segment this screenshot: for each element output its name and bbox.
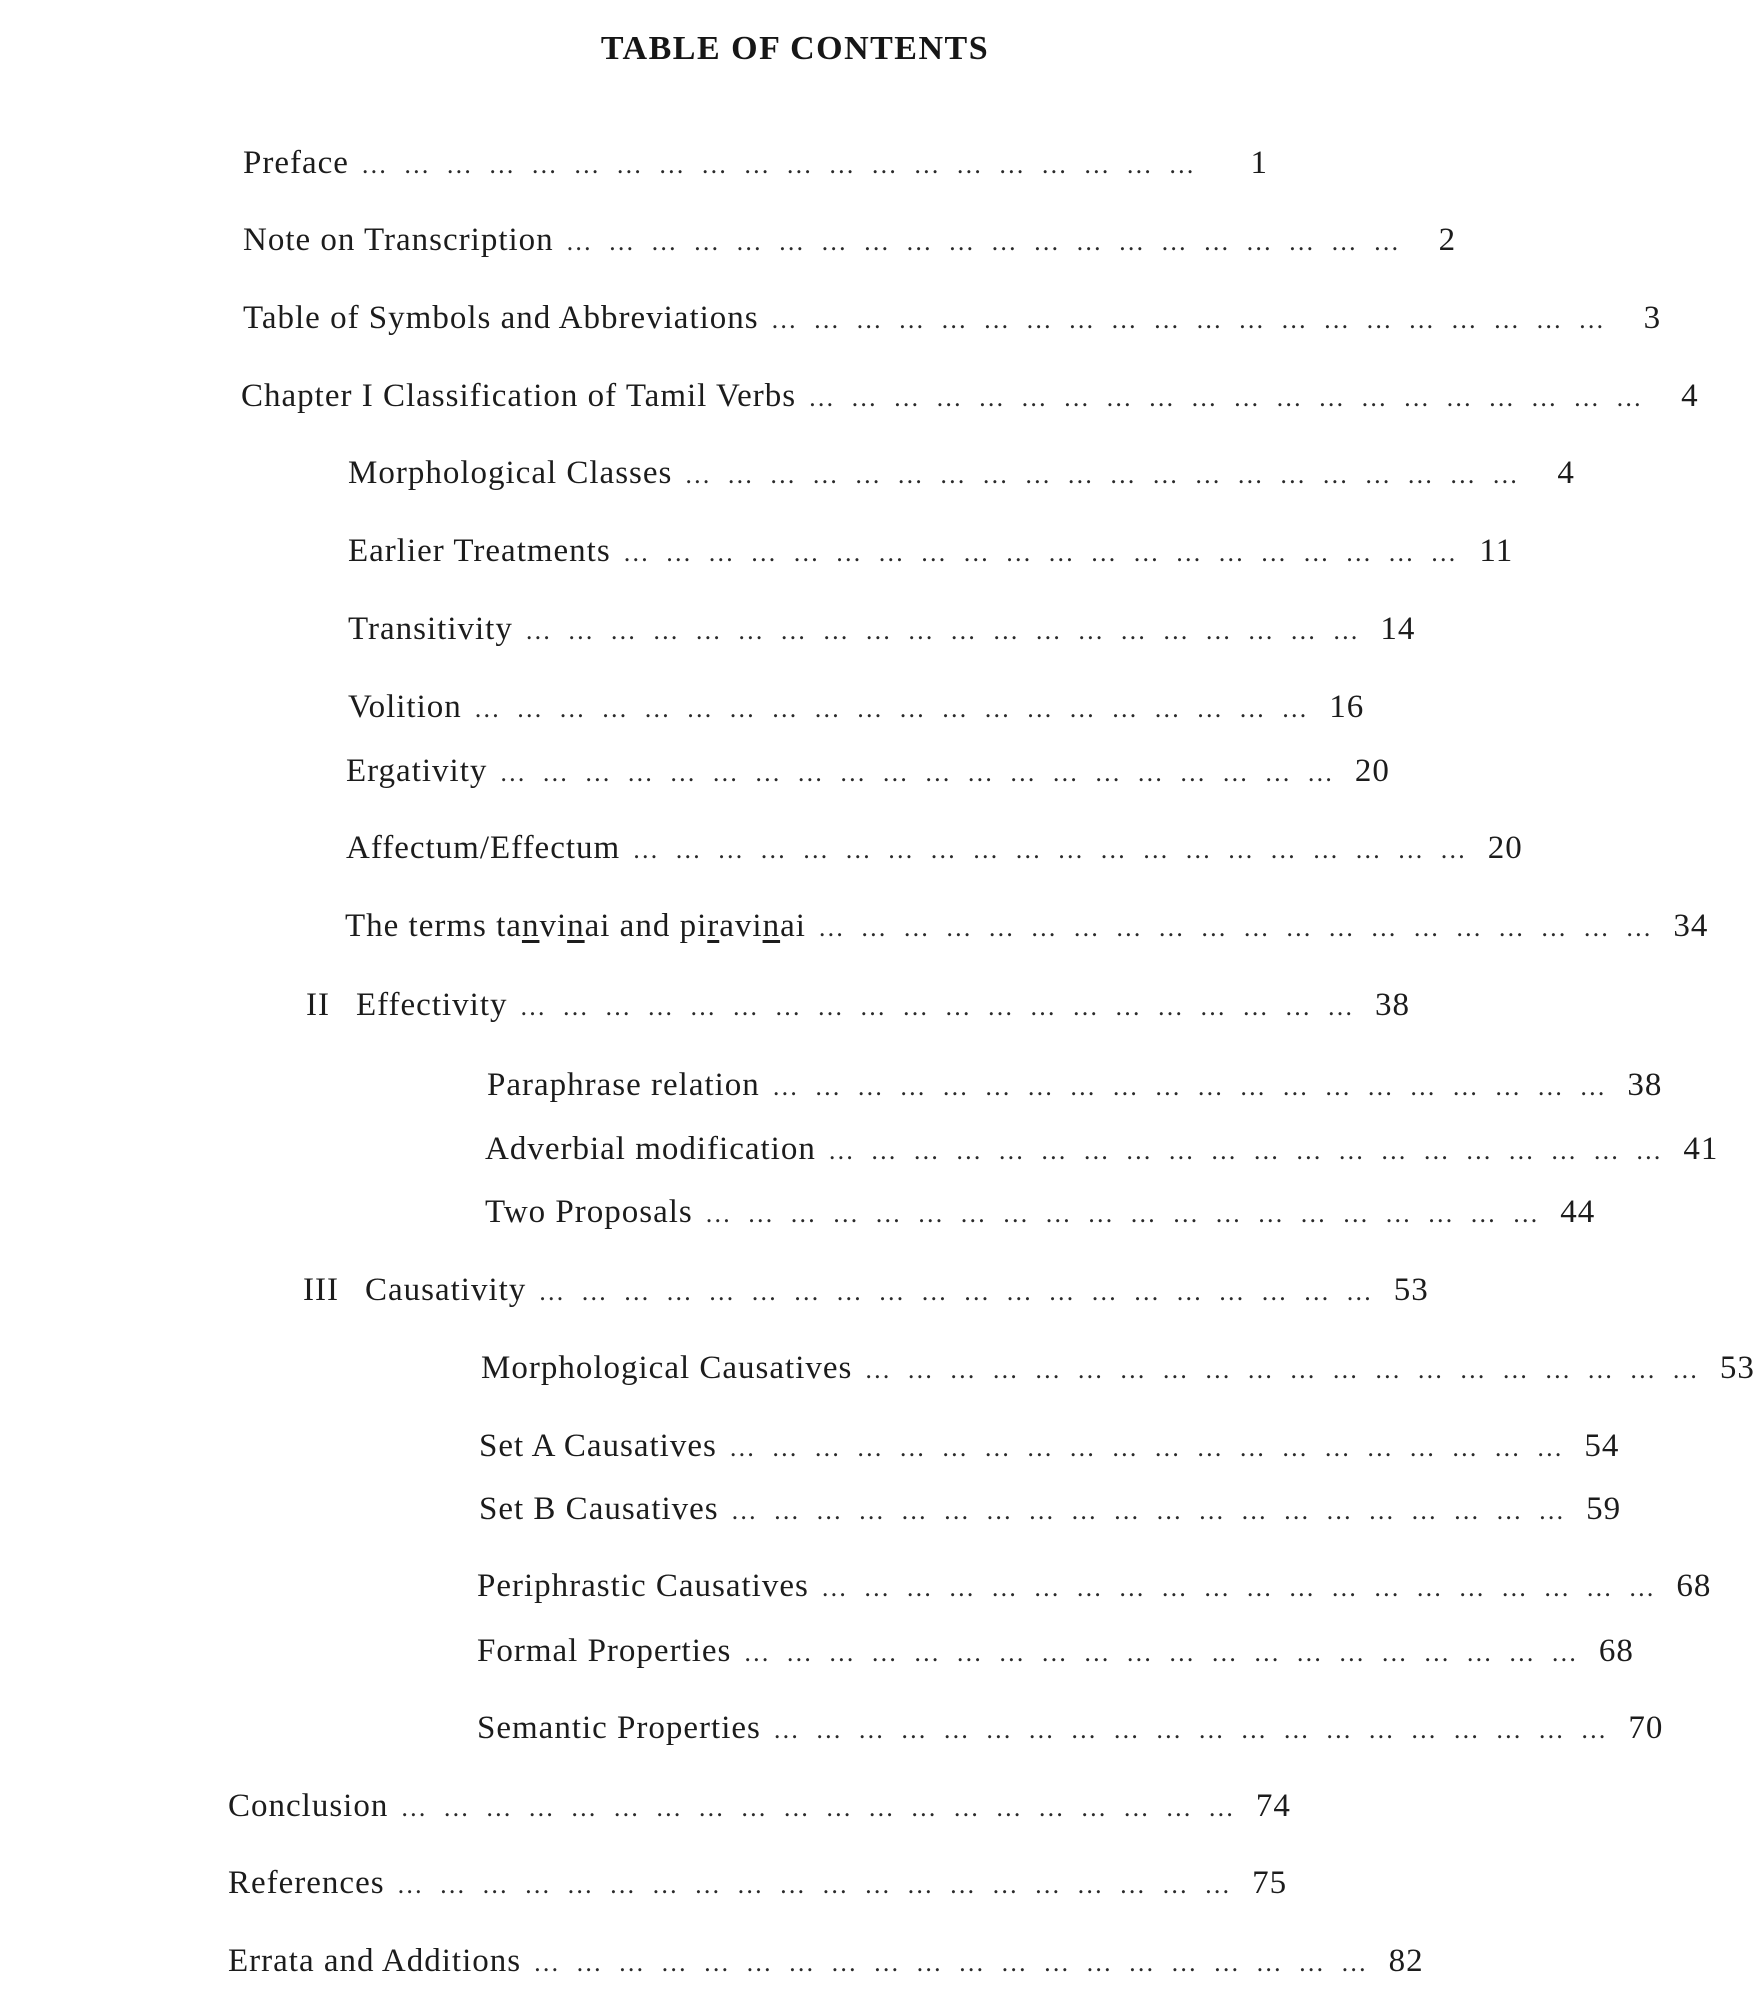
toc-entry-page: 1 (1250, 145, 1268, 181)
dot-leader: … … … … … … … … … … … … … … … … … … … … (499, 758, 1338, 787)
toc-entry-earlier-treatments (348, 533, 1514, 581)
toc-entry-page: 2 (1438, 222, 1457, 258)
label-part: avi (719, 908, 763, 944)
label-part: vi (539, 908, 568, 944)
dot-leader: … … … … … … … … … … … … … … … … … … … … (360, 150, 1200, 179)
label-part: The terms ta (345, 908, 522, 944)
toc-entry-label: Table of Symbols and Abbreviations (243, 300, 759, 336)
label-part: ai and pi (584, 908, 708, 944)
toc-entry-page: 14 (1380, 611, 1416, 647)
toc-entry-label: References (228, 1865, 385, 1901)
underlined-letter: n (521, 908, 540, 944)
toc-entry-errata-and-additions (228, 1943, 1424, 1991)
dot-leader: … … … … … … … … … … … … … … … … … … … … (772, 1715, 1612, 1744)
toc-entry-note-on-transcription (243, 222, 1457, 270)
toc-entry-page: 3 (1643, 300, 1662, 336)
toc-entry-page: 68 (1598, 1633, 1634, 1669)
toc-entry-set-a-causatives (479, 1428, 1620, 1476)
dot-leader: … … … … … … … … … … … … … … … … … … … … (519, 992, 1358, 1021)
toc-entry-morphological-causatives (481, 1350, 1755, 1398)
toc-entry-page: 68 (1676, 1568, 1712, 1604)
toc-entry-ergativity (346, 753, 1390, 801)
dot-leader: … … … … … … … … … … … … … … … … … … … … (704, 1199, 1544, 1228)
underlined-letter: n (762, 908, 781, 944)
toc-entry-page: 41 (1683, 1131, 1719, 1167)
toc-entry-page: 20 (1487, 830, 1523, 866)
toc-entry-adverbial-modification (485, 1131, 1719, 1179)
underlined-letter: n (567, 908, 585, 944)
toc-entry-label: Errata and Additions (228, 1943, 522, 1979)
dot-leader: … … … … … … … … … … … … … … … … … … … … (743, 1638, 1582, 1667)
dot-leader: … … … … … … … … … … … … … … … … … … … … (533, 1948, 1372, 1977)
toc-entry-semantic-properties (477, 1710, 1664, 1758)
dot-leader: … … … … … … … … … … … … … … … … … … … … (817, 913, 1657, 942)
toc-entry-label: Semantic Properties (477, 1710, 761, 1746)
dot-leader: … … … … … … … … … … … … … … … … … … … … (538, 1277, 1377, 1306)
dot-leader: … … … … … … … … … … … … … … … … … … … … (473, 694, 1313, 723)
dot-leader: … … … … … … … … … … … … … … … … … … … … (565, 227, 1405, 256)
toc-entry-label: Causativity (364, 1272, 527, 1308)
dot-leader: … … … … … … … … … … … … … … … … … … … … (820, 1573, 1660, 1602)
toc-entry-label: Morphological Classes (348, 455, 673, 491)
toc-entry-page: 82 (1388, 1943, 1424, 1979)
dot-leader: … … … … … … … … … … … … … … … … … … … … (632, 835, 1471, 864)
toc-entry-label: Morphological Causatives (481, 1350, 853, 1386)
dot-leader: … … … … … … … … … … … … … … … … … … … … (400, 1793, 1239, 1822)
toc-entry-label: Transitivity (348, 611, 513, 647)
toc-entry-page: 11 (1479, 533, 1514, 569)
toc-entry-label: Set B Causatives (479, 1491, 719, 1527)
dot-leader: … … … … … … … … … … … … … … … … … … … … (770, 305, 1610, 334)
toc-entry-preface (243, 145, 1268, 193)
toc-entry-label: Affectum/Effectum (346, 830, 621, 866)
label-part: ai (780, 908, 806, 944)
toc-entry-page: 53 (1393, 1272, 1429, 1308)
toc-entry-page: 38 (1375, 987, 1410, 1023)
toc-entry-page: 38 (1627, 1067, 1663, 1103)
dot-leader: … … … … … … … … … … … … … … … … … … … … (524, 616, 1364, 645)
toc-entry-page: 4 (1557, 455, 1575, 491)
toc-entry-label: Preface (243, 145, 349, 181)
dot-leader: … … … … … … … … … … … … … … … … … … … … (771, 1072, 1611, 1101)
toc-entry-page: 59 (1586, 1491, 1622, 1527)
toc-entry-label: Adverbial modification (485, 1131, 816, 1167)
toc-entry-page: 34 (1673, 908, 1709, 944)
toc-entry-page: 4 (1681, 378, 1699, 414)
chapter-number: III (303, 1272, 339, 1308)
dot-leader: … … … … … … … … … … … … … … … … … … … … (808, 383, 1647, 412)
toc-entry-label: Conclusion (228, 1788, 389, 1824)
toc-entry-label: Volition (348, 689, 462, 725)
toc-entry-set-b-causatives (479, 1491, 1622, 1539)
toc-entry-chapter-2 (306, 987, 1410, 1035)
toc-entry-label (345, 908, 806, 945)
toc-entry-label: Chapter I Classification of Tamil Verbs (241, 378, 797, 414)
toc-entry-two-proposals (485, 1194, 1596, 1242)
chapter-number: II (306, 987, 330, 1023)
toc-entry-volition (348, 689, 1365, 737)
dot-leader: … … … … … … … … … … … … … … … … … … … … (864, 1355, 1703, 1384)
toc-entry-page: 75 (1252, 1865, 1288, 1901)
dot-leader: … … … … … … … … … … … … … … … … … … … … (827, 1136, 1667, 1165)
toc-entry-table-of-symbols (243, 300, 1662, 348)
toc-entry-label: Set A Causatives (479, 1428, 717, 1464)
toc-entry-label: Two Proposals (485, 1194, 693, 1230)
dot-leader: … … … … … … … … … … … … … … … … … … … … (730, 1496, 1570, 1525)
toc-entry-page: 53 (1719, 1350, 1755, 1386)
dot-leader: … … … … … … … … … … … … … … … … … … … … (728, 1433, 1568, 1462)
toc-entry-page: 74 (1255, 1788, 1291, 1824)
dot-leader: … … … … … … … … … … … … … … … … … … … … (622, 538, 1462, 567)
toc-entry-page: 70 (1628, 1710, 1664, 1746)
toc-entry-page: 16 (1329, 689, 1365, 725)
toc-entry-label: Formal Properties (477, 1633, 732, 1669)
toc-entry-conclusion (228, 1788, 1291, 1836)
underlined-letter: r (707, 908, 720, 944)
toc-entry-label: Periphrastic Causatives (477, 1568, 809, 1604)
dot-leader: … … … … … … … … … … … … … … … … … … … … (396, 1870, 1236, 1899)
toc-entry-formal-properties (477, 1633, 1634, 1681)
toc-entry-references (228, 1865, 1288, 1913)
toc-entry-page: 54 (1584, 1428, 1620, 1464)
toc-entry-transitivity (348, 611, 1416, 659)
toc-entry-periphrastic-causatives (477, 1568, 1712, 1616)
toc-entry-chapter-1 (241, 378, 1699, 426)
toc-entry-label: Paraphrase relation (487, 1067, 760, 1103)
toc-entry-page: 20 (1354, 753, 1390, 789)
dot-leader: … … … … … … … … … … … … … … … … … … … … (684, 460, 1523, 489)
toc-entry-tanvinai-piravinai (345, 908, 1709, 956)
toc-entry-label: Note on Transcription (243, 222, 554, 258)
page-title: TABLE OF CONTENTS (600, 30, 990, 67)
toc-entry-chapter-3 (303, 1272, 1429, 1320)
toc-entry-affectum-effectum (346, 830, 1523, 878)
toc-entry-page: 44 (1560, 1194, 1596, 1230)
toc-entry-paraphrase-relation (487, 1067, 1663, 1115)
toc-entry-label: Effectivity (355, 987, 508, 1023)
toc-entry-label: Ergativity (346, 753, 488, 789)
toc-entry-morphological-classes (348, 455, 1575, 503)
toc-entry-label: Earlier Treatments (348, 533, 611, 569)
